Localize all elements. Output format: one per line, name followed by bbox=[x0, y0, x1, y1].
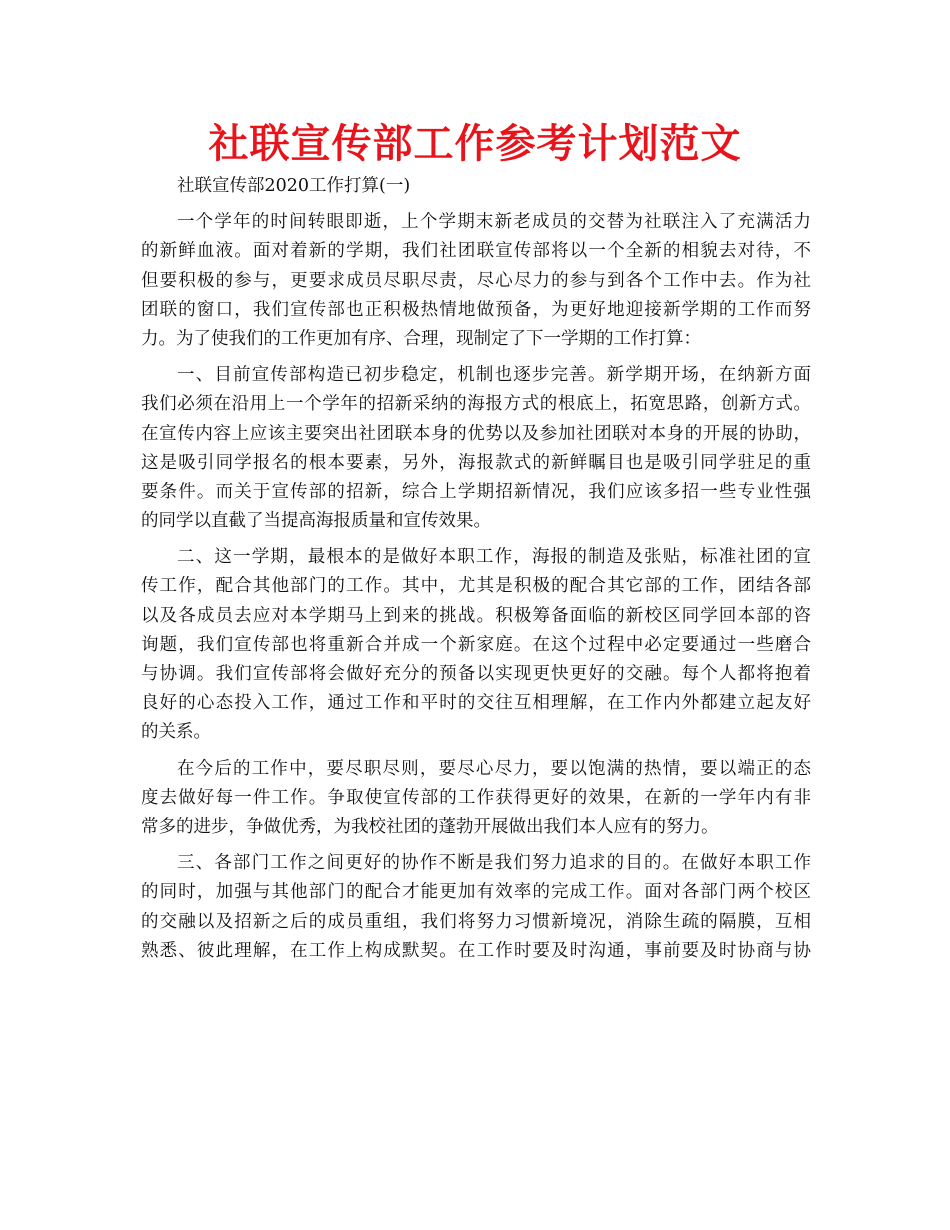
paragraph-line: 的交融以及招新之后的成员重组，我们将努力习惯新境况，消除生疏的隔膜，互相 bbox=[141, 911, 811, 932]
paragraph-line: 团联的窗口，我们宣传部也正积极热情地做预备，为更好地迎接新学期的工作而努 bbox=[141, 299, 811, 320]
document-body bbox=[141, 172, 811, 966]
paragraph-line: 良好的心态投入工作，通过工作和平时的交往互相理解，在工作内外都建立起友好 bbox=[141, 693, 811, 714]
paragraph-line: 传工作，配合其他部门的工作。其中，尤其是积极的配合其它部的工作，团结各部 bbox=[141, 576, 811, 597]
paragraph-line: 我们必须在沿用上一个学年的招新采纳的海报方式的根底上，拓宽思路，创新方式。 bbox=[141, 394, 811, 415]
paragraph-line: 在今后的工作中，要尽职尽则，要尽心尽力，要以饱满的热情，要以端正的态 bbox=[177, 758, 811, 779]
paragraph-line: 在宣传内容上应该主要突出社团联本身的优势以及参加社团联对本身的开展的协助， bbox=[141, 423, 811, 444]
paragraph-line: 的新鲜血液。面对着新的学期，我们社团联宣传部将以一个全新的相貌去对待，不 bbox=[141, 241, 811, 262]
paragraph-line: 询题，我们宣传部也将重新合并成一个新家庭。在这个过程中必定要通过一些磨合 bbox=[141, 634, 811, 655]
paragraph-line: 要条件。而关于宣传部的招新，综合上学期招新情况，我们应该多招一些专业性强 bbox=[141, 481, 811, 502]
paragraph-line: 熟悉、彼此理解，在工作上构成默契。在工作时要及时沟通，事前要及时协商与协 bbox=[141, 940, 811, 961]
paragraph-line: 的关系。 bbox=[141, 722, 211, 743]
paragraph-line: 这是吸引同学报名的根本要素，另外，海报款式的新鲜瞩目也是吸引同学驻足的重 bbox=[141, 452, 811, 473]
paragraph-line: 力。为了使我们的工作更加有序、合理，现制定了下一学期的工作打算： bbox=[141, 328, 701, 349]
paragraph-line: 一、目前宣传部构造已初步稳定，机制也逐步完善。新学期开场，在纳新方面 bbox=[177, 365, 811, 386]
paragraph-line: 的同学以直截了当提高海报质量和宣传效果。 bbox=[141, 511, 491, 532]
paragraph-line: 度去做好每一件工作。争取使宣传部的工作获得更好的效果，在新的一学年内有非 bbox=[141, 787, 811, 808]
paragraph-line: 一个学年的时间转眼即逝，上个学期末新老成员的交替为社联注入了充满活力 bbox=[177, 212, 811, 233]
paragraph-line: 以及各成员去应对本学期马上到来的挑战。积极筹备面临的新校区同学回本部的咨 bbox=[141, 605, 811, 626]
paragraph-line: 但要积极的参与，更要求成员尽职尽责，尽心尽力的参与到各个工作中去。作为社 bbox=[141, 270, 811, 291]
paragraph-line: 三、各部门工作之间更好的协作不断是我们努力追求的目的。在做好本职工作 bbox=[177, 853, 811, 874]
paragraph-line: 常多的进步，争做优秀，为我校社团的蓬勃开展做出我们本人应有的努力。 bbox=[141, 816, 719, 837]
paragraph-line: 二、这一学期，最根本的是做好本职工作，海报的制造及张贴，标准社团的宣 bbox=[177, 547, 811, 568]
paragraph-line: 的同时，加强与其他部门的配合才能更加有效率的完成工作。面对各部门两个校区 bbox=[141, 882, 811, 903]
document-title: 社联宣传部工作参考计划范文 bbox=[208, 121, 742, 167]
paragraph-line: 与协调。我们宣传部将会做好充分的预备以实现更快更好的交融。每个人都将抱着 bbox=[141, 664, 811, 684]
section-heading: 社联宣传部2020工作打算(一) bbox=[177, 176, 411, 196]
